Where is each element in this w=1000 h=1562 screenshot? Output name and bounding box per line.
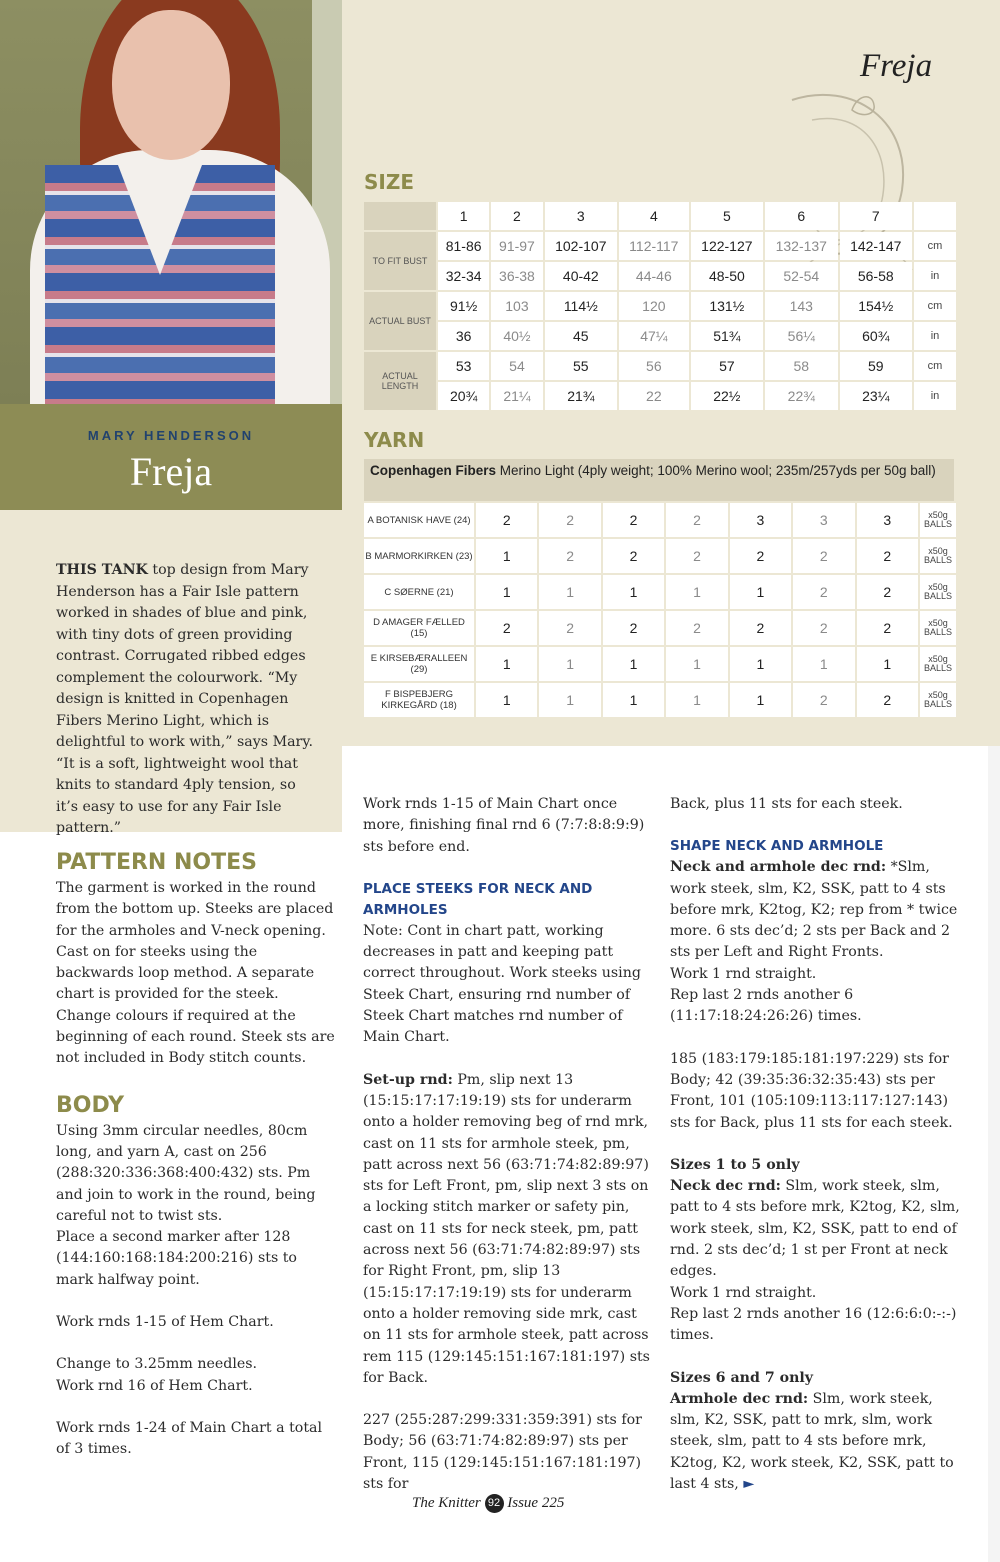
table-row: TO FIT BUST 81-86 91-97 102-107 112-117 122-127 132-137 142-147 cm bbox=[364, 232, 956, 260]
column-1: PATTERN NOTES The garment is worked in the round from the bottom up. Steeks are placed for the armholes and V-neck opening. Cast on for steeks using the backwards loop method. A separate chart is provided for the steek. Change colours if required at the beginning of each round. Steek sts are not included in Body stitch counts. BODY Using 3mm circular needles, 80cm long, and yarn A, cast on 256 (288:320:336:368:400:432) sts. Pm and join to work in the round, being careful not to twist sts. Place a second marker after 128 (144:160:168:184:200:216) sts to mark halfway point. Work rnds 1-15 of Hem Chart. Change to 3.25mm needles. Work rnd 16 of Hem Chart. Work rnds 1-24 of Main Chart a total of 3 times. bbox=[56, 848, 338, 1482]
column-2: Work rnds 1-15 of Main Chart once more, finishing final rnd 6 (7:7:8:8:9:9) sts before end. PLACE STEEKS FOR NECK AND ARMHOLES Note: Cont in chart patt, working decreases in patt and keeping patt correct throughout. Work steeks using Steek Chart, ensuring rnd number of Steek Chart matches rnd number of Main Chart. Set-up rnd: Pm, slip next 13 (15:15:17:17:19:19) sts for underarm onto a holder removing beg of rnd mrk, cast on 11 sts for armhole steek, pm, patt across next 56 (63:71:74:82:89:97) sts for Left Front, pm, slip next 3 sts on a locking stitch marker or safety pin, cast on 11 sts for neck steek, pm, patt across next 56 (63:71:74:82:89:97) sts for Right Front, pm, slip 13 (15:15:17:17:19:19) sts for underarm onto a holder removing side mrk, cast on 11 sts for armhole steek, patt across rem 115 (129:145:151:167:181:197) sts for Back. 227 (255:287:299:331:359:391) sts for Body; 56 (63:71:74:82:89:97) sts per Front, 115 (129:145:151:167:181:197) sts for bbox=[363, 794, 653, 1516]
table-row: 20¾ 21¼ 21¾ 22 22½ 22¾ 23¼ in bbox=[364, 382, 956, 410]
pattern-notes-heading: PATTERN NOTES bbox=[56, 850, 257, 875]
steek-heading: PLACE STEEKS FOR NECK AND ARMHOLES bbox=[363, 880, 593, 918]
page-number: 92 bbox=[485, 1494, 504, 1513]
shape-heading: SHAPE NECK AND ARMHOLE bbox=[670, 838, 884, 855]
size-col: 3 bbox=[545, 202, 617, 230]
footer: The Knitter 92 Issue 225 bbox=[412, 1494, 564, 1513]
pattern-notes-text: The garment is worked in the round from the bottom up. Steeks are placed for the armholes and V-neck opening. Cast on for steeks using the backwards loop method. A separate chart is provided for the steek. Change colours if required at the beginning of each round. Steek sts are not included in Body stitch counts. bbox=[56, 880, 335, 1067]
continue-arrow-icon: ► bbox=[743, 1476, 755, 1493]
yarn-heading: YARN bbox=[364, 428, 425, 452]
size-col: 1 bbox=[438, 202, 489, 230]
table-row: ACTUAL BUST 91½ 103 114½ 120 131½ 143 154½ cm bbox=[364, 292, 956, 320]
table-row: C SØERNE (21) 1 1 1 1 1 2 2 x50g BALLS bbox=[364, 575, 956, 609]
size-header-row bbox=[364, 202, 956, 230]
page-edge bbox=[988, 746, 1000, 1562]
size-col: 4 bbox=[619, 202, 689, 230]
model-photo bbox=[0, 0, 342, 404]
size-table bbox=[362, 200, 958, 412]
table-row: A BOTANISK HAVE (24) 2 2 2 2 3 3 3 x50g BALLS bbox=[364, 503, 956, 537]
size-col: 5 bbox=[691, 202, 763, 230]
table-row: B MARMORKIRKEN (23) 1 2 2 2 2 2 2 x50g BALLS bbox=[364, 539, 956, 573]
size-col: 6 bbox=[765, 202, 837, 230]
designer-name: MARY HENDERSON bbox=[87, 428, 255, 443]
table-row: 32-34 36-38 40-42 44-46 48-50 52-54 56-58 in bbox=[364, 262, 956, 290]
yarn-description: Copenhagen Fibers Merino Light (4ply weight; 100% Merino wool; 235m/257yds per 50g ball) bbox=[364, 459, 954, 501]
size-heading: SIZE bbox=[364, 170, 415, 194]
size-col: 7 bbox=[840, 202, 912, 230]
cover-title: Freja bbox=[129, 449, 213, 494]
intro-text: THIS TANK top design from Mary Henderson has a Fair Isle pattern worked in shades of blue and pink, with tiny dots of green providing contrast. Corrugated ribbed edges complement the colourwork. “My design is knitted in Copenhagen Fibers Merino Light, which is delightful to work with,” says Mary. “It is a soft, lightweight wool that knits to standard 4ply tension, so it’s easy to use for any Fair Isle pattern.” bbox=[56, 562, 313, 836]
table-row: E KIRSEBÆRALLEEN (29) 1 1 1 1 1 1 1 x50g BALLS bbox=[364, 647, 956, 681]
body-heading: BODY bbox=[56, 1092, 125, 1118]
table-row: ACTUAL LENGTH 53 54 55 56 57 58 59 cm bbox=[364, 352, 956, 380]
table-row: D AMAGER FÆLLED (15) 2 2 2 2 2 2 2 x50g BALLS bbox=[364, 611, 956, 645]
column-3: Back, plus 11 sts for each steek. SHAPE NECK AND ARMHOLE Neck and armhole dec rnd: *Slm, work steek, slm, K2, SSK, patt to 4 sts before mrk, K2tog, K2; rep from * twice more. 6 sts dec’d; 2 sts per Back and 2 sts per Left and Right Fronts. Work 1 rnd straight. Rep last 2 rnds another 6 (11:17:18:24:26:26) times. 185 (183:179:185:181:197:229) sts for Body; 42 (39:35:36:32:35:43) sts per Front, 101 (105:109:113:117:127:143) sts for Back, plus 11 sts for each steek. Sizes 1 to 5 only Neck dec rnd: Slm, work steek, slm, patt to 4 sts before mrk, K2tog, K2, slm, work steek, slm, K2, SSK, patt to end of rnd. 2 sts dec’d; 1 st per Front at neck edges. Work 1 rnd straight. Rep last 2 rnds another 16 (12:6:6:0:-:-) times. Sizes 6 and 7 only Armhole dec rnd: Slm, work steek, slm, K2, SSK, patt to mrk, slm, work steek, slm, patt to 4 sts before mrk, K2tog, K2, work steek, K2, SSK, patt to last 4 sts, ► bbox=[670, 796, 960, 1493]
table-row: 36 40½ 45 47¼ 51¾ 56¼ 60¾ in bbox=[364, 322, 956, 350]
table-row: F BISPEBJERG KIRKEGÅRD (18) 1 1 1 1 1 2 2 x50g BALLS bbox=[364, 683, 956, 717]
yarn-table bbox=[362, 501, 958, 719]
page-title: Freja bbox=[860, 48, 933, 84]
size-col: 2 bbox=[491, 202, 542, 230]
